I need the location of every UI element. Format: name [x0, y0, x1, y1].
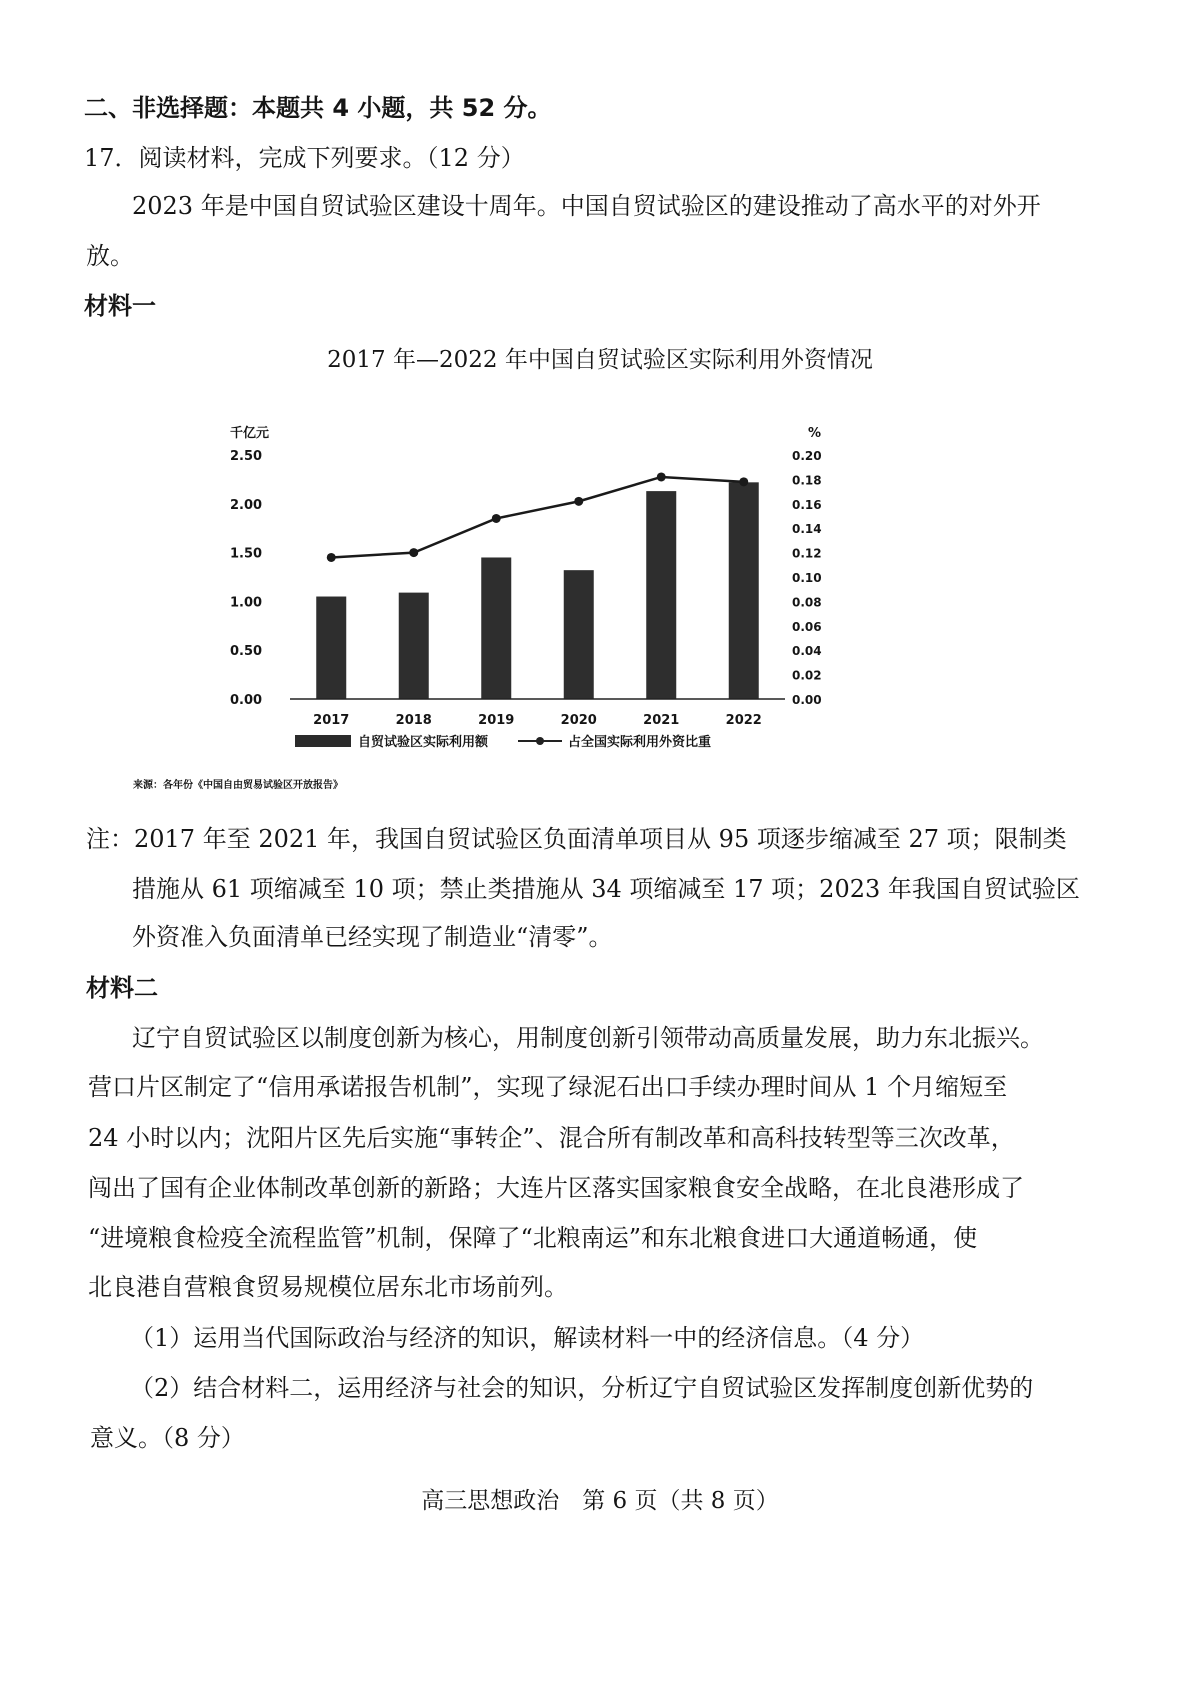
page-footer: 高三思想政治 第 6 页（共 8 页） [421, 1488, 779, 1514]
y-right-tick-label: 0.12 [792, 546, 822, 561]
question-17-title: 17．阅读材料，完成下列要求。（12 分） [84, 144, 525, 172]
bar-2022 [729, 482, 759, 699]
legend-line-marker [536, 737, 544, 745]
bar-2020 [564, 570, 594, 699]
material-2-line-3: 24 小时以内；沈阳片区先后实施“事转企”、混合所有制改革和高科技转型等三次改革， [88, 1124, 1015, 1152]
y-right-tick-label: 0.18 [792, 473, 822, 488]
bar-2017 [316, 597, 346, 699]
chart-title: 2017 年—2022 年中国自贸试验区实际利用外资情况 [327, 347, 873, 373]
share-point-2022 [739, 477, 748, 486]
y-right-tick-label: 0.14 [792, 522, 822, 537]
x-tick-label: 2021 [643, 713, 680, 728]
bar-2019 [481, 557, 511, 699]
question-1: （1）运用当代国际政治与经济的知识，解读材料一中的经济信息。（4 分） [130, 1324, 925, 1352]
x-tick-label: 2022 [725, 713, 762, 728]
y-left-tick-label: 0.00 [230, 693, 263, 708]
question-2-line-1: （2）结合材料二，运用经济与社会的知识，分析辽宁自贸试验区发挥制度创新优势的 [130, 1374, 1034, 1402]
bar-2018 [399, 593, 429, 699]
legend-bar-swatch [295, 735, 351, 747]
y-left-tick-label: 2.00 [230, 497, 263, 513]
fdi-chart [133, 415, 920, 855]
material-2-line-2: 营口片区制定了“信用承诺报告机制”，实现了绿泥石出口手续办理时间从 1 个月缩短至 [88, 1073, 1008, 1101]
y-left-axis-label: 千亿元 [230, 426, 270, 441]
x-tick-label: 2018 [395, 713, 432, 728]
y-right-tick-label: 0.16 [792, 497, 822, 512]
y-right-tick-label: 0.00 [792, 693, 822, 707]
share-line [331, 477, 744, 558]
section-heading: 二、非选择题：本题共 4 小题，共 52 分。 [84, 94, 552, 122]
x-tick-label: 2019 [478, 713, 515, 728]
y-right-tick-label: 0.08 [792, 595, 822, 610]
y-right-tick-label: 0.10 [792, 571, 822, 585]
question-2-line-2: 意义。（8 分） [90, 1424, 245, 1452]
y-right-tick-label: 0.20 [792, 449, 822, 463]
chart-source: 来源：各年份《中国自由贸易试验区开放报告》 [133, 780, 343, 791]
note-line-1: 注：2017 年至 2021 年，我国自贸试验区负面清单项目从 95 项逐步缩减至 27 项；限制类 [86, 825, 1067, 853]
note-line-2: 措施从 61 项缩减至 10 项；禁止类措施从 34 项缩减至 17 项；2023 年我国自贸试验区 [132, 875, 1080, 903]
x-tick-label: 2020 [560, 713, 597, 728]
y-right-tick-label: 0.04 [792, 644, 822, 659]
material-2-line-5: “进境粮食检疫全流程监管”机制，保障了“北粮南运”和东北粮食进口大通道畅通，使 [88, 1224, 978, 1252]
x-tick-label: 2017 [313, 713, 350, 728]
material-2-line-1: 辽宁自贸试验区以制度创新为核心，用制度创新引领带动高质量发展，助力东北振兴。 [132, 1024, 1044, 1052]
share-point-2017 [327, 553, 336, 562]
share-point-2018 [409, 548, 418, 557]
share-point-2021 [657, 472, 666, 481]
y-right-tick-label: 0.06 [792, 619, 822, 634]
y-left-tick-label: 1.50 [230, 546, 263, 562]
legend-bar-label: 自贸试验区实际利用额 [358, 735, 489, 750]
intro-line-1: 2023 年是中国自贸试验区建设十周年。中国自贸试验区的建设推动了高水平的对外开 [132, 192, 1041, 220]
share-point-2019 [492, 514, 501, 523]
y-left-tick-label: 1.00 [230, 595, 263, 611]
bar-2021 [646, 491, 676, 699]
material-2-line-6: 北良港自营粮食贸易规模位居东北市场前列。 [88, 1273, 568, 1301]
y-right-axis-label: % [808, 426, 822, 441]
y-left-tick-label: 2.50 [230, 449, 263, 464]
y-left-tick-label: 0.50 [230, 644, 263, 660]
material-1-label: 材料一 [84, 292, 156, 320]
share-point-2020 [574, 497, 583, 506]
y-right-tick-label: 0.02 [792, 668, 822, 683]
note-line-3: 外资准入负面清单已经实现了制造业“清零”。 [132, 923, 613, 951]
legend-line-label: 占全国实际利用外资比重 [568, 735, 712, 750]
intro-line-2: 放。 [86, 242, 134, 270]
material-2-line-4: 闯出了国有企业体制改革创新的新路；大连片区落实国家粮食安全战略，在北良港形成了 [88, 1174, 1024, 1202]
material-2-label: 材料二 [86, 974, 158, 1002]
